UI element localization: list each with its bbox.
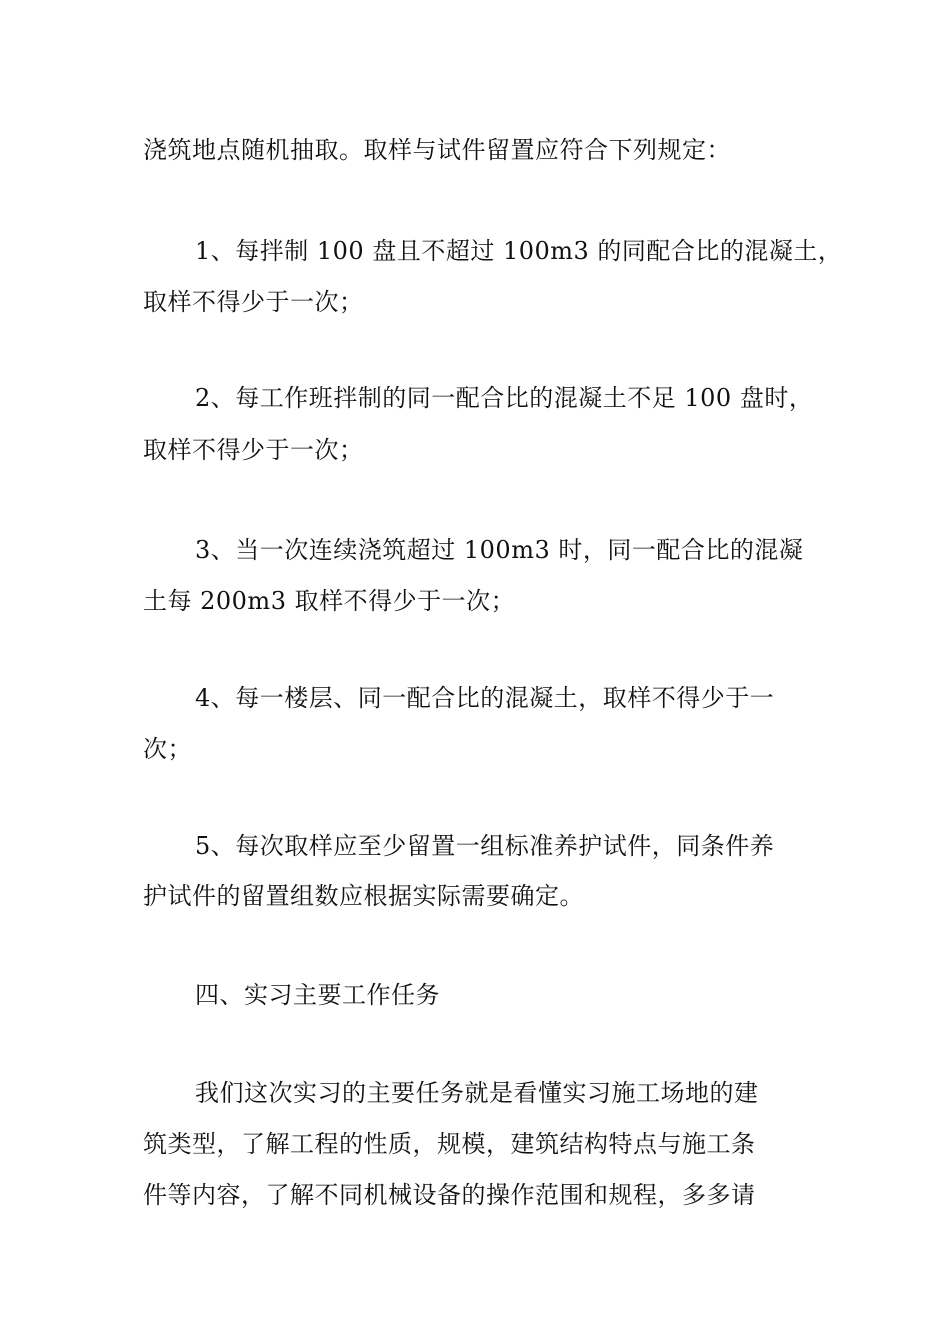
rule-1-continuation: 取样不得少于一次； [143, 288, 364, 316]
paragraph-line: 我们这次实习的主要任务就是看懂实习施工场地的建 [195, 1079, 759, 1107]
rule-5-continuation: 护试件的留置组数应根据实际需要确定。 [143, 882, 584, 910]
paragraph-line: 筑类型，了解工程的性质，规模，建筑结构特点与施工条 [143, 1130, 756, 1158]
rule-3-continuation: 土每 200m3 取样不得少于一次； [143, 587, 516, 615]
rule-5-line: 5、每次取样应至少留置一组标准养护试件，同条件养 [195, 832, 775, 860]
rule-2-continuation: 取样不得少于一次； [143, 436, 364, 464]
rule-1-line: 1、每拌制 100 盘且不超过 100m3 的同配合比的混凝土， [195, 237, 843, 265]
paragraph-line: 件等内容，了解不同机械设备的操作范围和规程，多多请 [143, 1181, 756, 1209]
rule-3-line: 3、当一次连续浇筑超过 100m3 时，同一配合比的混凝 [195, 536, 804, 564]
paragraph-line: 浇筑地点随机抽取。取样与试件留置应符合下列规定： [143, 136, 731, 164]
rule-4-line: 4、每一楼层、同一配合比的混凝土，取样不得少于一 [195, 684, 775, 712]
rule-2-line: 2、每工作班拌制的同一配合比的混凝土不足 100 盘时， [195, 384, 814, 412]
section-heading: 四、实习主要工作任务 [195, 981, 440, 1009]
rule-4-continuation: 次； [143, 735, 192, 763]
